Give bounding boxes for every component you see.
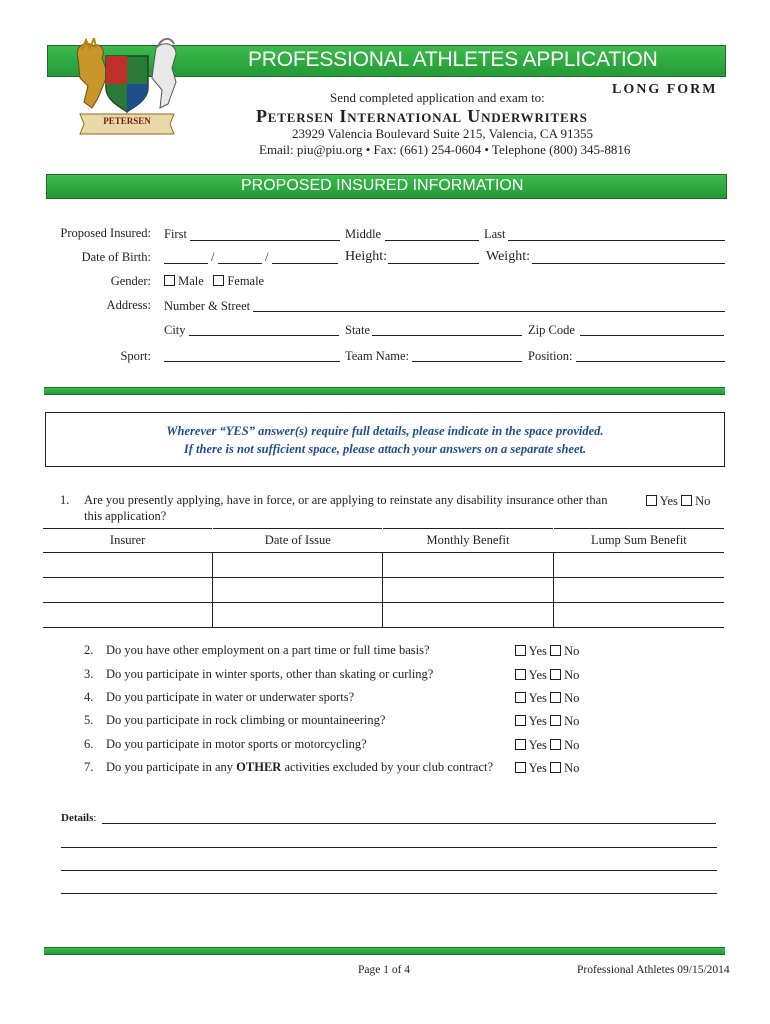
question-text [106,667,433,681]
gender-options [164,274,264,289]
no-label: No [564,668,580,682]
female-checkbox[interactable] [213,275,224,286]
street-field[interactable] [253,311,725,312]
team-name-field[interactable] [412,361,522,362]
dob-label: Date of Birth: [81,250,151,264]
table-row [43,578,724,603]
question-number: 2. [84,643,94,657]
question-row [84,643,430,658]
no-label: No [564,738,580,752]
female-label: Female [227,274,265,288]
header-insurer: Insurer [43,529,213,553]
notice-line-2: If there is not sufficient space, please attach your answers on a separate sheet. [183,442,587,456]
question-number: 3. [84,667,94,681]
dob-year-field[interactable] [272,263,338,264]
question-row [84,690,354,705]
question-text [106,737,367,751]
no-checkbox[interactable] [550,692,561,703]
no-label: No [564,714,580,728]
table-header-row [43,529,724,553]
first-name-field[interactable] [190,240,340,241]
position-field[interactable] [576,361,725,362]
height-label: Height: [345,249,387,264]
no-checkbox[interactable] [550,762,561,773]
question-options [515,644,579,659]
proposed-insured-label: Proposed Insured: [60,226,151,240]
height-field[interactable] [388,263,479,264]
address-label: Address: [106,298,151,312]
sport-label: Sport: [120,349,151,363]
form-id: Professional Athletes 09/15/2014 [577,964,730,976]
date-cell[interactable] [213,553,383,578]
last-label: Last [484,227,506,241]
state-label: State [345,323,370,337]
question-number: 6. [84,737,94,751]
lump-sum-cell[interactable] [553,578,724,603]
question-text-emphasis: OTHER [236,760,282,774]
date-cell[interactable] [213,603,383,628]
first-label: First [164,227,187,241]
dob-month-field[interactable] [164,263,208,264]
sport-field[interactable] [164,361,340,362]
insurer-cell[interactable] [43,553,213,578]
yes-label: Yes [528,761,547,775]
no-checkbox[interactable] [550,715,561,726]
crest-banner-text: PETERSEN [103,116,151,126]
send-to-label: Send completed application and exam to: [330,90,545,105]
lump-sum-cell[interactable] [553,603,724,628]
question-text-main: Do you participate in winter sports, other than skating or curling? [106,667,434,681]
no-checkbox[interactable] [550,739,561,750]
yes-checkbox[interactable] [515,739,526,750]
question-options [515,761,579,776]
q1-text-line-2: this application? [84,509,167,523]
section-divider [44,387,725,395]
q1-text-line-1: Are you presently applying, have in force, or are applying to reinstate any disability insurance other than [84,493,608,507]
yes-label: Yes [528,714,547,728]
no-label: No [564,761,580,775]
company-address: 23929 Valencia Boulevard Suite 215, Valencia, CA 91355 [292,126,593,141]
yes-label: Yes [528,738,547,752]
zip-field[interactable] [580,335,724,336]
monthly-cell[interactable] [383,553,553,578]
no-label: No [564,691,580,705]
question-text-main: Do you participate in rock climbing or mountaineering? [106,713,386,727]
question-text [106,713,385,727]
city-field[interactable] [189,335,339,336]
yes-label: Yes [528,644,547,658]
notice-box [45,412,725,467]
question-text-end: activities excluded by your club contract? [281,760,494,774]
state-field[interactable] [372,335,522,336]
weight-field[interactable] [532,263,725,264]
question-options [515,668,579,683]
question-options [515,691,579,706]
header-monthly-benefit: Monthly Benefit [383,529,553,553]
yes-checkbox[interactable] [515,692,526,703]
last-name-field[interactable] [508,240,725,241]
company-contact: Email: piu@piu.org • Fax: (661) 254-0604 • Telephone (800) 345-8816 [259,142,631,157]
yes-checkbox[interactable] [515,762,526,773]
middle-label: Middle [345,227,382,241]
question-row [84,760,493,775]
header-lump-sum-benefit: Lump Sum Benefit [553,529,724,553]
form-title: PROFESSIONAL ATHLETES APPLICATION [248,48,658,71]
details-line-4[interactable] [61,893,717,894]
notice-line-1: Wherever “YES” answer(s) require full details, please indicate in the space provided. [166,424,604,438]
section-bar [46,174,727,199]
middle-name-field[interactable] [385,240,479,241]
form-type: LONG FORM [612,82,718,97]
dob-slash: / [265,250,269,264]
question-options [515,738,579,753]
details-line-1[interactable] [102,823,716,824]
date-cell[interactable] [213,578,383,603]
question-row [84,737,367,752]
question-row [84,713,385,728]
page-number: Page 1 of 4 [358,964,411,976]
monthly-cell[interactable] [383,578,553,603]
table-row [43,603,724,628]
dob-slash: / [211,250,215,264]
question-options [515,714,579,729]
details-colon: : [93,812,97,824]
zip-label: Zip Code [528,323,575,337]
table-row [43,553,724,578]
gender-label: Gender: [110,274,151,288]
question-text-main: Do you participate in motor sports or motorcycling? [106,737,367,751]
no-label: No [695,494,711,508]
q1-yes-checkbox[interactable] [646,495,657,506]
section-title: PROPOSED INSURED INFORMATION [241,177,524,194]
q1-no-checkbox[interactable] [681,495,692,506]
no-checkbox[interactable] [550,669,561,680]
details-line-2[interactable] [61,847,717,848]
question-text-main: Do you participate in any [106,760,237,774]
question-row [84,667,433,682]
details-label-wrap [61,812,96,824]
header-date-of-issue: Date of Issue [213,529,383,553]
question-text [106,760,493,774]
insurer-cell[interactable] [43,603,213,628]
monthly-cell[interactable] [383,603,553,628]
male-label: Male [178,274,204,288]
details-label: Details [61,812,94,824]
q1-options [646,494,710,509]
yes-label: Yes [659,494,678,508]
footer-divider [44,947,725,955]
insurance-table [43,528,724,628]
position-label: Position: [528,349,573,363]
question-text-main: Do you have other employment on a part time or full time basis? [106,643,430,657]
no-checkbox[interactable] [550,645,561,656]
question-number: 4. [84,690,94,704]
details-line-3[interactable] [61,870,717,871]
q1-number: 1. [60,493,70,507]
question-text [106,690,354,704]
street-label: Number & Street [164,299,251,313]
yes-checkbox[interactable] [515,669,526,680]
no-label: No [564,644,580,658]
question-number: 5. [84,713,94,727]
question-text-main: Do you participate in water or underwater sports? [106,690,355,704]
insurer-cell[interactable] [43,578,213,603]
company-name: Petersen International Underwriters [256,106,588,126]
team-name-label: Team Name: [345,349,410,363]
yes-label: Yes [528,691,547,705]
yes-label: Yes [528,668,547,682]
lump-sum-cell[interactable] [553,553,724,578]
question-text [106,643,430,657]
city-label: City [164,323,186,337]
yes-checkbox[interactable] [515,645,526,656]
dob-day-field[interactable] [218,263,262,264]
male-checkbox[interactable] [164,275,175,286]
weight-label: Weight: [486,249,530,264]
crest-logo [68,38,186,138]
yes-checkbox[interactable] [515,715,526,726]
question-number: 7. [84,760,94,774]
